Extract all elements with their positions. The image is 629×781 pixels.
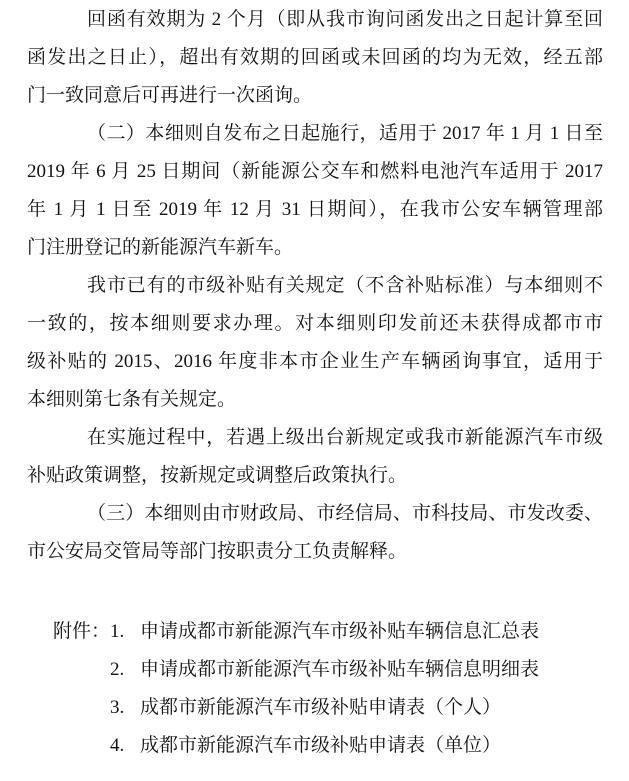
text-line: 回函有效期为 2 个月（即从我市询问函发出之日起计算至回 — [87, 9, 603, 30]
text-line: 我市已有的市级补贴有关规定（不含补贴标准）与本细则不 — [87, 275, 603, 296]
text-line: 门一致同意后可再进行一次函询。 — [27, 85, 313, 106]
attachment-number: 4. — [110, 735, 125, 756]
document-body — [27, 1, 603, 765]
attachment-number: 3. — [110, 697, 125, 718]
attachment-item — [110, 651, 539, 689]
text-line: 补贴政策调整，按新规定或调整后政策执行。 — [27, 465, 408, 486]
attachment-title: 成都市新能源汽车市级补贴申请表（个人） — [140, 697, 502, 718]
paragraph-item-three-interpretation — [27, 495, 603, 571]
attachment-item — [110, 613, 539, 651]
text-line: 2019 年 6 月 25 日期间（新能源公交车和燃料电池汽车适用于 2017 — [27, 161, 603, 182]
attachments-list — [110, 613, 539, 765]
attachment-number: 2. — [110, 659, 125, 680]
text-line: 市公安局交管局等部门按职责分工负责解释。 — [27, 541, 408, 562]
paragraph-policy-adjustment — [27, 419, 603, 495]
attachment-item — [110, 727, 539, 765]
attachment-title: 成都市新能源汽车市级补贴申请表（单位） — [140, 735, 502, 756]
text-line: 函发出之日止），超出有效期的回函或未回函的均为无效，经五部 — [27, 47, 603, 68]
attachment-title: 申请成都市新能源汽车市级补贴车辆信息明细表 — [140, 659, 540, 680]
paragraph-item-two-effective-period — [27, 115, 603, 267]
attachment-item — [110, 689, 539, 727]
text-line: 一致的，按本细则要求办理。对本细则印发前还未获得成都市市 — [27, 313, 603, 334]
text-line: 年 1 月 1 日至 2019 年 12 月 31 日期间），在我市公安车辆管理部 — [27, 199, 603, 220]
text-line: 在实施过程中，若遇上级出台新规定或我市新能源汽车市级 — [87, 427, 603, 448]
paragraph-existing-subsidy-rules — [27, 267, 603, 419]
text-line: 门注册登记的新能源汽车新车。 — [27, 237, 294, 258]
text-line: （二）本细则自发布之日起施行，适用于 2017 年 1 月 1 日至 — [87, 123, 603, 144]
attachments-section — [53, 613, 603, 765]
attachment-number: 1. — [110, 621, 125, 642]
paragraph-reply-validity — [27, 1, 603, 115]
text-line: （三）本细则由市财政局、市经信局、市科技局、市发改委、 — [87, 503, 603, 524]
text-line: 本细则第七条有关规定。 — [27, 389, 237, 410]
attachments-label: 附件： — [53, 621, 111, 642]
attachment-title: 申请成都市新能源汽车市级补贴车辆信息汇总表 — [140, 621, 540, 642]
text-line: 级补贴的 2015、2016 年度非本市企业生产车辆函询事宜，适用于 — [27, 351, 603, 372]
